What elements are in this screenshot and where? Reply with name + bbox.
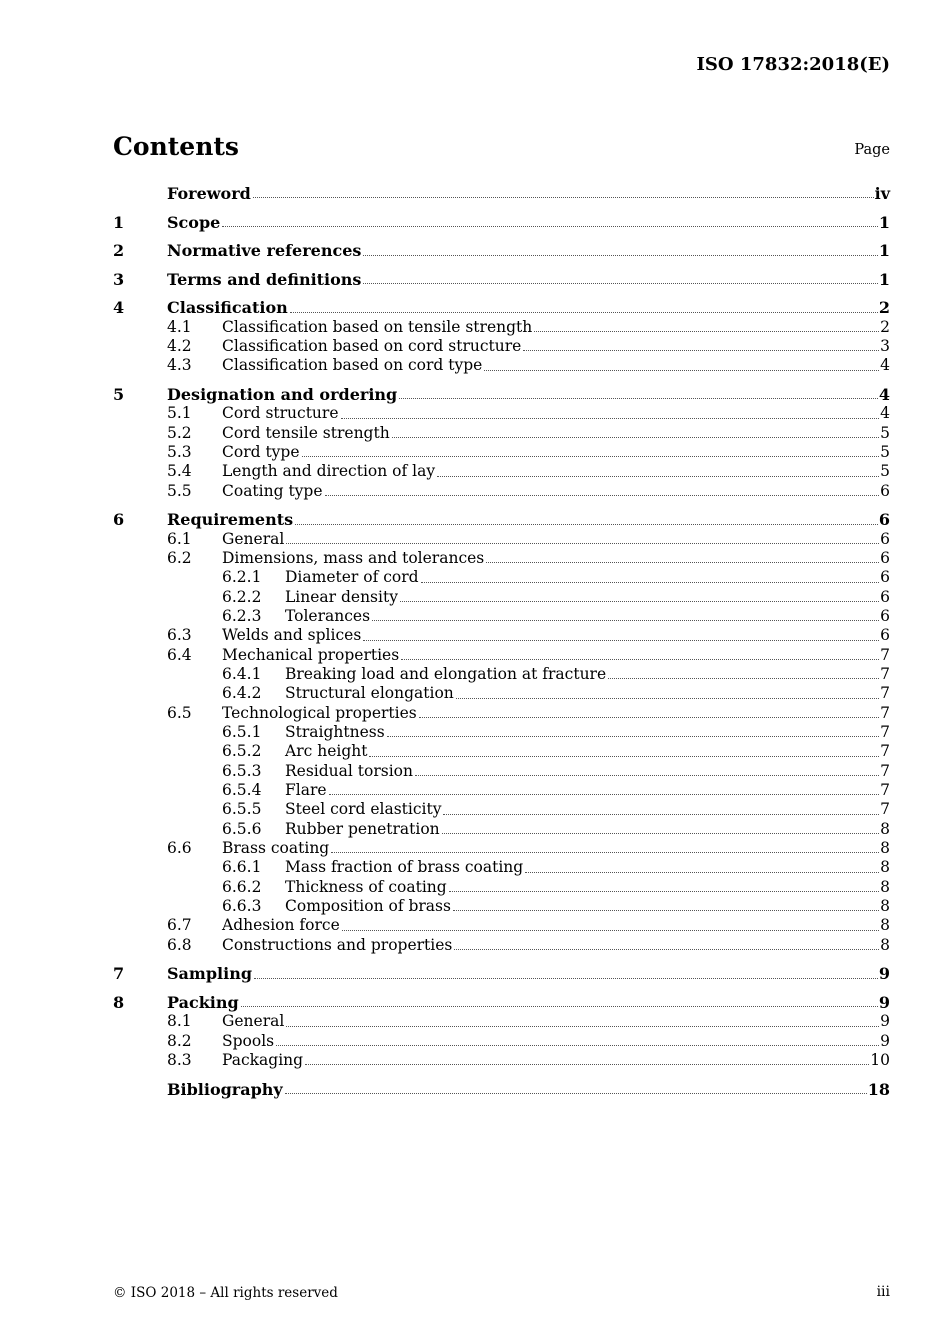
toc-entry-page[interactable]: 1 (878, 212, 890, 232)
toc-entry-page[interactable]: 10 (870, 1051, 890, 1070)
toc-entry-page[interactable]: 5 (880, 423, 890, 442)
toc-entry[interactable] (113, 356, 890, 375)
toc-entry-page[interactable]: 7 (880, 742, 890, 761)
toc-entry-page[interactable]: 6 (880, 626, 890, 645)
toc-entry-title[interactable]: Structural elongation (285, 684, 454, 703)
toc-entry[interactable] (113, 404, 890, 423)
toc-entry-title[interactable]: Mechanical properties (222, 645, 400, 664)
toc-entry-page[interactable]: 8 (880, 858, 890, 877)
toc-entry-page[interactable]: 8 (880, 916, 890, 935)
toc-entry-title[interactable]: Requirements (167, 510, 294, 530)
toc-entry-title[interactable]: Normative references (167, 241, 362, 261)
toc-entry-number: 5.2 (167, 423, 192, 442)
toc-entry-title[interactable]: Designation and ordering (167, 384, 398, 404)
toc-entry-page[interactable]: iv (874, 184, 890, 204)
toc-entry[interactable] (113, 337, 890, 356)
toc-entry-number: 6.4.1 (222, 665, 262, 684)
toc-entry-number: 5.5 (167, 481, 192, 500)
toc-entry-title[interactable]: Classification based on tensile strength (222, 317, 533, 336)
dot-leader (454, 949, 879, 950)
toc-entry[interactable] (113, 820, 890, 839)
toc-entry[interactable] (113, 936, 890, 955)
toc-entry[interactable] (113, 897, 890, 916)
dot-leader (342, 930, 879, 931)
dot-leader (456, 698, 879, 699)
toc-entry-number: 8.2 (167, 1031, 192, 1050)
dot-leader (285, 1093, 867, 1094)
toc-entry-page[interactable]: 6 (880, 529, 890, 548)
toc-entry-page[interactable]: 5 (880, 462, 890, 481)
toc-entry-page[interactable]: 4 (878, 384, 890, 404)
toc-entry[interactable] (113, 993, 890, 1012)
toc-entry-page[interactable]: 6 (880, 568, 890, 587)
dot-leader (241, 1006, 878, 1007)
toc-entry-page[interactable]: 9 (880, 1012, 890, 1031)
toc-entry-number: 4.1 (167, 317, 192, 336)
toc-entry[interactable] (113, 607, 890, 626)
toc-entry-title[interactable]: Composition of brass (285, 897, 451, 916)
toc-entry-title[interactable]: Cord tensile strength (222, 423, 390, 442)
toc-entry-number: 8.1 (167, 1012, 192, 1031)
toc-entry-page[interactable]: 8 (880, 877, 890, 896)
toc-entry-page[interactable]: 7 (880, 703, 890, 722)
toc-entry-page[interactable]: 1 (878, 269, 890, 289)
dot-leader (325, 495, 880, 496)
dot-leader (534, 331, 879, 332)
dot-leader (437, 476, 879, 477)
toc-entry[interactable] (113, 385, 890, 404)
toc-entry-number: 1 (113, 212, 125, 232)
dot-leader (254, 978, 878, 979)
toc-entry-title[interactable]: Flare (285, 781, 327, 800)
dot-leader (608, 678, 879, 679)
toc-entry[interactable] (113, 839, 890, 858)
dot-leader (295, 524, 878, 525)
toc-entry-number: 6.2 (167, 548, 192, 567)
toc-entry[interactable] (113, 588, 890, 607)
toc-entry-number: 4.2 (167, 337, 192, 356)
toc-entry-page[interactable]: 5 (880, 443, 890, 461)
toc-entry-number: 6.6.1 (222, 858, 262, 877)
dot-leader (442, 833, 879, 834)
toc-entry[interactable] (113, 762, 890, 781)
toc-entry-page[interactable]: 6 (880, 606, 890, 625)
toc-entry-page[interactable]: 8 (880, 897, 890, 916)
toc-entry-page[interactable]: 8 (880, 819, 890, 838)
dot-leader (341, 418, 880, 419)
toc-entry-number: 6.5.2 (222, 742, 262, 761)
toc-entry[interactable] (113, 1051, 890, 1070)
toc-entry-title[interactable]: Packaging (222, 1051, 304, 1070)
toc-entry-title[interactable]: Straightness (285, 723, 385, 742)
toc-entry[interactable] (113, 626, 890, 645)
toc-entry-title[interactable]: Welds and splices (222, 626, 362, 645)
toc-entry-title[interactable]: Packing (167, 992, 239, 1012)
toc-entry-number: 6.4.2 (222, 684, 262, 703)
toc-entry-title[interactable]: Arc height (285, 742, 368, 761)
toc-entry-title[interactable]: Sampling (167, 964, 253, 984)
toc-entry-page[interactable]: 7 (880, 800, 890, 819)
dot-leader (305, 1064, 869, 1065)
toc-entry-number: 5.3 (167, 443, 192, 461)
toc-entry-page[interactable]: 8 (880, 839, 890, 858)
toc-entry[interactable] (113, 916, 890, 935)
toc-entry-number: 5.4 (167, 462, 192, 481)
toc-entry-number: 6.5.4 (222, 781, 262, 800)
toc-entry-title[interactable]: Dimensions, mass and tolerances (222, 548, 485, 567)
dot-leader (329, 794, 880, 795)
table-of-contents (113, 184, 890, 1099)
dot-leader (443, 814, 879, 815)
toc-entry-title[interactable]: Technological properties (222, 703, 417, 722)
dot-leader (486, 562, 879, 563)
toc-entry-page[interactable]: 6 (880, 481, 890, 500)
dot-leader (400, 601, 879, 602)
toc-entry-number: 6.7 (167, 916, 192, 935)
dot-leader (525, 872, 879, 873)
toc-entry-title[interactable]: Brass coating (222, 839, 330, 858)
toc-entry-title[interactable]: Diameter of cord (285, 568, 419, 587)
toc-entry[interactable] (113, 1080, 890, 1099)
toc-entry[interactable] (113, 742, 890, 761)
dot-leader (369, 756, 879, 757)
footer-page-number: iii (876, 1284, 890, 1300)
toc-entry-page[interactable]: 18 (867, 1079, 890, 1099)
toc-entry-page[interactable]: 6 (878, 510, 890, 530)
dot-leader (449, 891, 879, 892)
toc-entry[interactable] (113, 800, 890, 819)
page-column-label: Page (854, 142, 890, 158)
toc-entry-title[interactable]: General (222, 1012, 285, 1031)
toc-entry[interactable] (113, 462, 890, 481)
toc-entry-page[interactable]: 2 (878, 298, 890, 318)
toc-entry-title[interactable]: Classification (167, 298, 288, 318)
toc-entry[interactable] (113, 858, 890, 877)
toc-entry-title[interactable]: Residual torsion (285, 761, 413, 780)
toc-entry-title[interactable]: Length and direction of lay (222, 462, 436, 481)
toc-entry[interactable] (113, 568, 890, 587)
dot-leader (363, 640, 879, 641)
toc-entry[interactable] (113, 424, 890, 443)
toc-entry-page[interactable]: 7 (880, 645, 890, 664)
toc-entry[interactable] (113, 318, 890, 337)
toc-entry[interactable] (113, 298, 890, 317)
toc-entry-title[interactable]: Spools (222, 1031, 275, 1050)
toc-entry-number: 6.2.2 (222, 587, 262, 606)
dot-leader (415, 775, 879, 776)
toc-entry-page[interactable]: 4 (880, 356, 890, 375)
toc-entry[interactable] (113, 1032, 890, 1051)
toc-entry-title[interactable]: Constructions and properties (222, 935, 453, 954)
toc-entry-page[interactable]: 9 (880, 1031, 890, 1050)
dot-leader (401, 659, 879, 660)
toc-entry-number: 6.6 (167, 839, 192, 858)
toc-entry-page[interactable]: 2 (880, 317, 890, 336)
toc-entry[interactable] (113, 510, 890, 529)
toc-entry-number: 6 (113, 510, 125, 530)
toc-entry[interactable] (113, 184, 890, 203)
toc-entry-page[interactable]: 6 (880, 587, 890, 606)
dot-leader (302, 456, 880, 457)
toc-entry-title[interactable]: Rubber penetration (285, 819, 440, 838)
dot-leader (331, 852, 879, 853)
toc-entry[interactable] (113, 704, 890, 723)
toc-entry-number: 2 (113, 241, 125, 261)
dot-leader (421, 582, 880, 583)
toc-entry-page[interactable]: 7 (880, 684, 890, 703)
toc-entry[interactable] (113, 964, 890, 983)
dot-leader (286, 543, 879, 544)
toc-entry[interactable] (113, 213, 890, 232)
toc-entry-title[interactable]: Mass fraction of brass coating (285, 858, 524, 877)
dot-leader (453, 910, 879, 911)
dot-leader (363, 283, 877, 284)
toc-entry-page[interactable]: 7 (880, 761, 890, 780)
toc-entry[interactable] (113, 684, 890, 703)
toc-entry-number: 6.5.5 (222, 800, 262, 819)
dot-leader (392, 437, 879, 438)
dot-leader (387, 736, 879, 737)
toc-entry-number: 8.3 (167, 1051, 192, 1070)
toc-entry-page[interactable]: 7 (880, 781, 890, 800)
toc-entry[interactable] (113, 443, 890, 462)
dot-leader (399, 398, 878, 399)
toc-entry-number: 6.6.2 (222, 877, 262, 896)
toc-entry-title[interactable]: Terms and definitions (167, 269, 362, 289)
toc-entry[interactable] (113, 665, 890, 684)
dot-leader (372, 620, 879, 621)
toc-entry-number: 6.4 (167, 645, 192, 664)
toc-entry-title[interactable]: Classification based on cord type (222, 356, 483, 375)
toc-entry-number: 6.2.1 (222, 568, 262, 587)
dot-leader (484, 370, 879, 371)
toc-entry-page[interactable]: 4 (880, 404, 890, 423)
toc-entry-title[interactable]: Classification based on cord structure (222, 337, 522, 356)
toc-entry[interactable] (113, 723, 890, 742)
document-id: ISO 17832:2018(E) (696, 54, 890, 75)
toc-entry-number: 6.3 (167, 626, 192, 645)
toc-entry[interactable] (113, 241, 890, 260)
toc-entry-number: 6.5.6 (222, 819, 262, 838)
toc-entry-number: 4 (113, 298, 125, 318)
toc-entry-number: 3 (113, 269, 125, 289)
toc-entry-number: 6.5.1 (222, 723, 262, 742)
toc-entry-page[interactable]: 9 (878, 992, 890, 1012)
dot-leader (363, 255, 877, 256)
toc-entry-number: 5.1 (167, 404, 192, 423)
toc-entry-number: 6.2.3 (222, 606, 262, 625)
toc-entry-title[interactable]: General (222, 529, 285, 548)
toc-entry[interactable] (113, 482, 890, 501)
toc-entry[interactable] (113, 270, 890, 289)
toc-entry-title[interactable]: Scope (167, 212, 221, 232)
toc-entry-page[interactable]: 8 (880, 935, 890, 954)
toc-title: Contents (113, 132, 240, 161)
dot-leader (276, 1045, 879, 1046)
toc-entry-page[interactable]: 6 (880, 548, 890, 567)
toc-entry-number: 4.3 (167, 356, 192, 375)
toc-entry-number: 6.5 (167, 703, 192, 722)
dot-leader (253, 197, 874, 198)
toc-entry-page[interactable]: 3 (880, 337, 890, 356)
toc-entry-number: 7 (113, 964, 125, 984)
toc-entry-title[interactable]: Steel cord elasticity (285, 800, 442, 819)
toc-entry-title[interactable]: Bibliography (167, 1079, 283, 1099)
toc-entry[interactable] (113, 549, 890, 568)
footer-copyright: © ISO 2018 – All rights reserved (113, 1285, 338, 1301)
toc-entry[interactable] (113, 878, 890, 897)
toc-entry-title[interactable]: Foreword (167, 184, 251, 204)
toc-entry-title[interactable]: Cord type (222, 443, 300, 461)
dot-leader (419, 717, 879, 718)
dot-leader (523, 350, 879, 351)
toc-entry-number: 6.6.3 (222, 897, 262, 916)
toc-entry-title[interactable]: Tolerances (285, 606, 371, 625)
toc-entry-number: 6.8 (167, 935, 192, 954)
toc-entry-title[interactable]: Cord structure (222, 404, 339, 423)
toc-entry-title[interactable]: Adhesion force (222, 916, 340, 935)
toc-entry[interactable] (113, 530, 890, 549)
dot-leader (286, 1026, 879, 1027)
toc-entry-page[interactable]: 7 (880, 665, 890, 684)
toc-entry-title[interactable]: Breaking load and elongation at fracture (285, 665, 607, 684)
toc-entry-page[interactable]: 1 (878, 241, 890, 261)
toc-entry[interactable] (113, 781, 890, 800)
toc-entry-number: 6.1 (167, 529, 192, 548)
toc-entry-title[interactable]: Linear density (285, 587, 398, 606)
toc-entry-title[interactable]: Coating type (222, 481, 323, 500)
toc-entry[interactable] (113, 1012, 890, 1031)
dot-leader (290, 312, 878, 313)
toc-entry-page[interactable]: 9 (878, 964, 890, 984)
toc-entry-number: 8 (113, 992, 125, 1012)
toc-entry[interactable] (113, 646, 890, 665)
toc-entry-title[interactable]: Thickness of coating (285, 877, 447, 896)
dot-leader (222, 226, 878, 227)
toc-entry-number: 5 (113, 384, 125, 404)
toc-entry-page[interactable]: 7 (880, 723, 890, 742)
toc-entry-number: 6.5.3 (222, 761, 262, 780)
